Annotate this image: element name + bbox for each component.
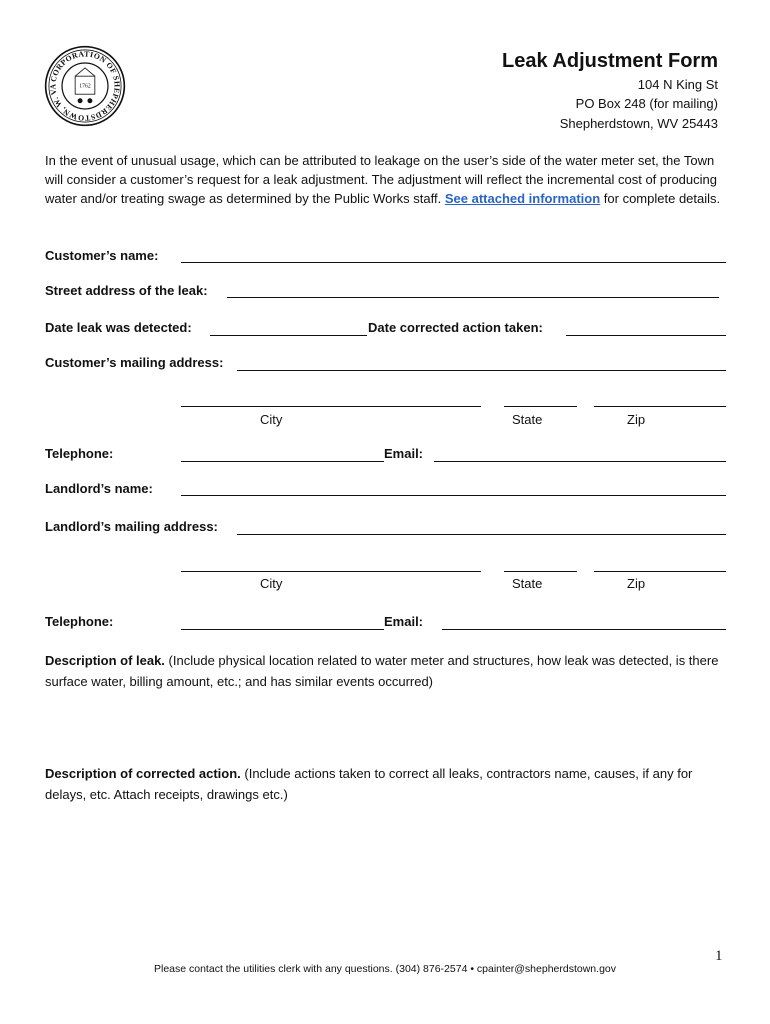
description-leak-heading: Description of leak. — [45, 653, 165, 668]
landlord-email-field[interactable] — [442, 629, 726, 630]
landlord-zip-field[interactable] — [594, 571, 726, 572]
customer-zip-field[interactable] — [594, 406, 726, 407]
customer-telephone-label: Telephone: — [45, 446, 114, 461]
street-address-field[interactable] — [227, 297, 719, 298]
landlord-name-field[interactable] — [181, 495, 726, 496]
landlord-telephone-field[interactable] — [181, 629, 384, 630]
description-action-instructions: (Include actions taken to correct all leaks, contractors name, causes, if any for delays, etc. Attach receipts, drawings etc.) — [45, 766, 693, 802]
customer-zip-caption: Zip — [627, 412, 646, 427]
address-po-box: PO Box 248 (for mailing) — [575, 96, 718, 111]
see-attached-information-link[interactable]: See attached information — [444, 191, 601, 206]
customer-email-field[interactable] — [434, 461, 726, 462]
intro-paragraph — [45, 151, 727, 208]
footer-contact: Please contact the utilities clerk with any questions. (304) 876-2574 • cpainter@shepherdstown.gov — [153, 963, 616, 975]
date-corrected-field[interactable] — [566, 335, 726, 336]
description-action-heading: Description of corrected action. — [45, 766, 241, 781]
customer-name-field[interactable] — [181, 262, 726, 263]
svg-text:1762: 1762 — [79, 83, 91, 90]
town-seal-logo — [44, 45, 126, 127]
form-title: Leak Adjustment Form — [502, 50, 718, 72]
landlord-state-field[interactable] — [504, 571, 577, 572]
description-leak-instructions: (Include physical location related to water meter and structures, how leak was detected, is there surface water, billing amount, etc.; and has similar events occurred) — [45, 653, 719, 689]
address-city: Shepherdstown, WV 25443 — [559, 116, 718, 131]
customer-city-field[interactable] — [181, 406, 481, 407]
date-detected-label: Date leak was detected: — [45, 320, 192, 335]
landlord-mailing-label: Landlord’s mailing address: — [45, 519, 218, 534]
address-street: 104 N King St — [637, 77, 718, 92]
description-leak-section — [45, 650, 735, 692]
customer-telephone-field[interactable] — [181, 461, 384, 462]
landlord-email-label: Email: — [384, 614, 424, 629]
svg-text:CORPORATION OF SHEPHERDSTOWN,: CORPORATION OF SHEPHERDSTOWN, W. VA — [48, 49, 122, 123]
description-action-section — [45, 763, 735, 805]
customer-name-label: Customer’s name: — [45, 248, 159, 263]
landlord-city-caption: City — [260, 576, 283, 591]
customer-email-label: Email: — [384, 446, 424, 461]
customer-mailing-field[interactable] — [237, 370, 726, 371]
customer-state-field[interactable] — [504, 406, 577, 407]
customer-mailing-label: Customer’s mailing address: — [45, 355, 224, 370]
customer-city-caption: City — [260, 412, 283, 427]
date-detected-field[interactable] — [210, 335, 367, 336]
customer-state-caption: State — [512, 412, 543, 427]
street-address-label: Street address of the leak: — [45, 283, 208, 298]
intro-text-after: for complete details. — [603, 191, 721, 206]
landlord-name-label: Landlord’s name: — [45, 481, 153, 496]
page-number: 1 — [715, 948, 723, 964]
landlord-city-field[interactable] — [181, 571, 481, 572]
description-leak-answer-area[interactable] — [45, 695, 727, 755]
description-action-answer-area[interactable] — [45, 808, 727, 938]
date-corrected-label: Date corrected action taken: — [368, 320, 543, 335]
landlord-zip-caption: Zip — [627, 576, 646, 591]
landlord-mailing-field[interactable] — [237, 534, 726, 535]
landlord-telephone-label: Telephone: — [45, 614, 114, 629]
intro-text: In the event of unusual usage, which can be attributed to leakage on the user’s side of the water meter set, the Town will consider a customer’s request for a leak adjustment. The adjustment will reflect the incremental cost of producing water and/or treating swage as determined by the Public Works staff. — [45, 153, 717, 206]
landlord-state-caption: State — [512, 576, 543, 591]
